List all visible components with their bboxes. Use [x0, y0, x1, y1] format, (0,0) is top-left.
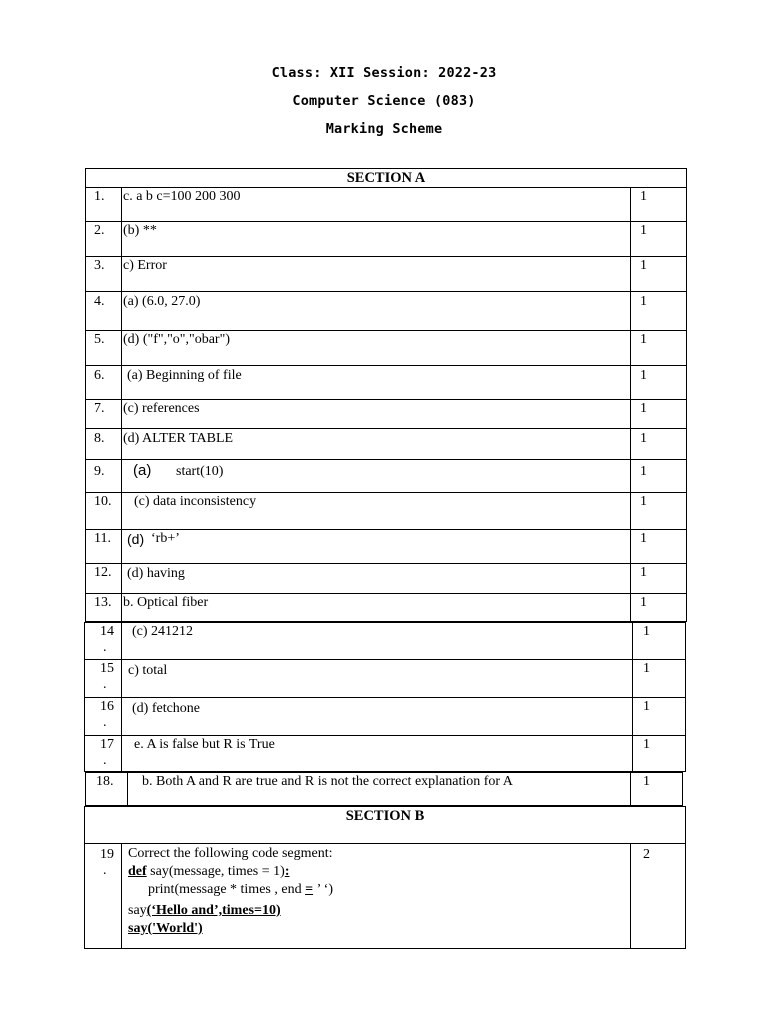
question-number: 11.: [94, 531, 111, 546]
code-correction: say('World'): [128, 921, 203, 936]
code-text: ’ ‘): [313, 882, 334, 897]
code-text: say: [128, 903, 147, 918]
answer-text: (d) having: [127, 566, 185, 581]
question-prompt: Correct the following code segment:: [128, 846, 333, 861]
answer-option: (d): [127, 531, 145, 547]
question-number: 9.: [94, 464, 105, 479]
marks: 1: [640, 368, 647, 383]
question-number: 6.: [94, 368, 105, 383]
answer-text: (b) **: [123, 223, 157, 238]
question-number: 4.: [94, 294, 105, 309]
marks: 1: [640, 294, 647, 309]
answer-text: c) Error: [123, 258, 167, 273]
marks: 1: [640, 531, 647, 546]
code-correction: :: [284, 864, 290, 879]
answer-text: (d) ALTER TABLE: [123, 431, 234, 446]
code-text: say(message, times = 1): [146, 864, 285, 879]
question-number: 2.: [94, 223, 105, 238]
answer-text: c. a b c=100 200 300: [123, 189, 241, 204]
answer-text: b. Optical fiber: [123, 595, 209, 610]
code-text: print(message * times , end: [148, 882, 306, 897]
marks: 1: [640, 431, 647, 446]
marks: 1: [640, 401, 647, 416]
marks: 1: [643, 699, 650, 714]
marks: 1: [640, 189, 647, 204]
marks: 1: [643, 624, 650, 639]
question-number: 13.: [94, 595, 112, 610]
code-line-1: [128, 863, 289, 881]
answer-text: b. Both A and R are true and R is not the correct explanation for A: [142, 774, 513, 789]
marks: 2: [643, 847, 650, 862]
code-line-3: [128, 902, 281, 920]
class-session: Class: XII Session: 2022-23: [271, 65, 497, 81]
marks: 1: [643, 774, 650, 789]
marks: 1: [640, 223, 647, 238]
question-number: 7.: [94, 401, 105, 416]
answer-text: (a) Beginning of file: [127, 368, 242, 383]
question-number: 18.: [96, 774, 114, 789]
marks: 1: [640, 332, 647, 347]
answer-text: (c) 241212: [132, 624, 194, 639]
answer-text: start(10): [176, 464, 224, 479]
question-number-suffix: .: [103, 640, 107, 655]
question-number: 12.: [94, 565, 112, 580]
question-number: 19: [100, 847, 114, 862]
question-number: 14: [100, 624, 114, 639]
question-number: 3.: [94, 258, 105, 273]
question-number-suffix: .: [103, 863, 107, 878]
answer-text: (c) data inconsistency: [134, 494, 257, 509]
section-b-title: SECTION B: [345, 808, 425, 824]
answer-text: (a) (6.0, 27.0): [123, 294, 201, 309]
section-a-title: SECTION A: [346, 170, 426, 186]
question-number: 1.: [94, 189, 105, 204]
answer-text: ‘rb+’: [151, 531, 180, 546]
code-line-4: [128, 920, 203, 938]
code-correction: =: [305, 882, 314, 897]
document-title: Marking Scheme: [325, 121, 443, 137]
question-number: 17: [100, 737, 114, 752]
table-border: [85, 168, 687, 622]
code-keyword: def: [128, 864, 147, 879]
answer-text: (d) ("f","o","obar"): [123, 332, 230, 347]
marks: 1: [640, 494, 647, 509]
answer-text: (d) fetchone: [132, 701, 201, 716]
code-line-2: [148, 881, 333, 899]
answer-option: (a): [133, 462, 152, 479]
marks: 1: [640, 565, 647, 580]
marks: 1: [643, 737, 650, 752]
question-number-suffix: .: [103, 753, 107, 768]
question-number-suffix: .: [103, 677, 107, 692]
subject-title: Computer Science (083): [292, 93, 476, 109]
marks: 1: [640, 258, 647, 273]
question-number: 5.: [94, 332, 105, 347]
question-number: 15: [100, 661, 114, 676]
marks: 1: [640, 595, 647, 610]
marks: 1: [640, 464, 647, 479]
question-number: 10.: [94, 494, 112, 509]
question-number: 8.: [94, 431, 105, 446]
answer-text: c) total: [128, 663, 168, 678]
question-number-suffix: .: [103, 715, 107, 730]
question-number: 16: [100, 699, 114, 714]
answer-text: e. A is false but R is True: [134, 737, 275, 752]
marks: 1: [643, 661, 650, 676]
answer-text: (c) references: [123, 401, 200, 416]
code-correction: (‘Hello and’,times=10): [146, 903, 281, 918]
